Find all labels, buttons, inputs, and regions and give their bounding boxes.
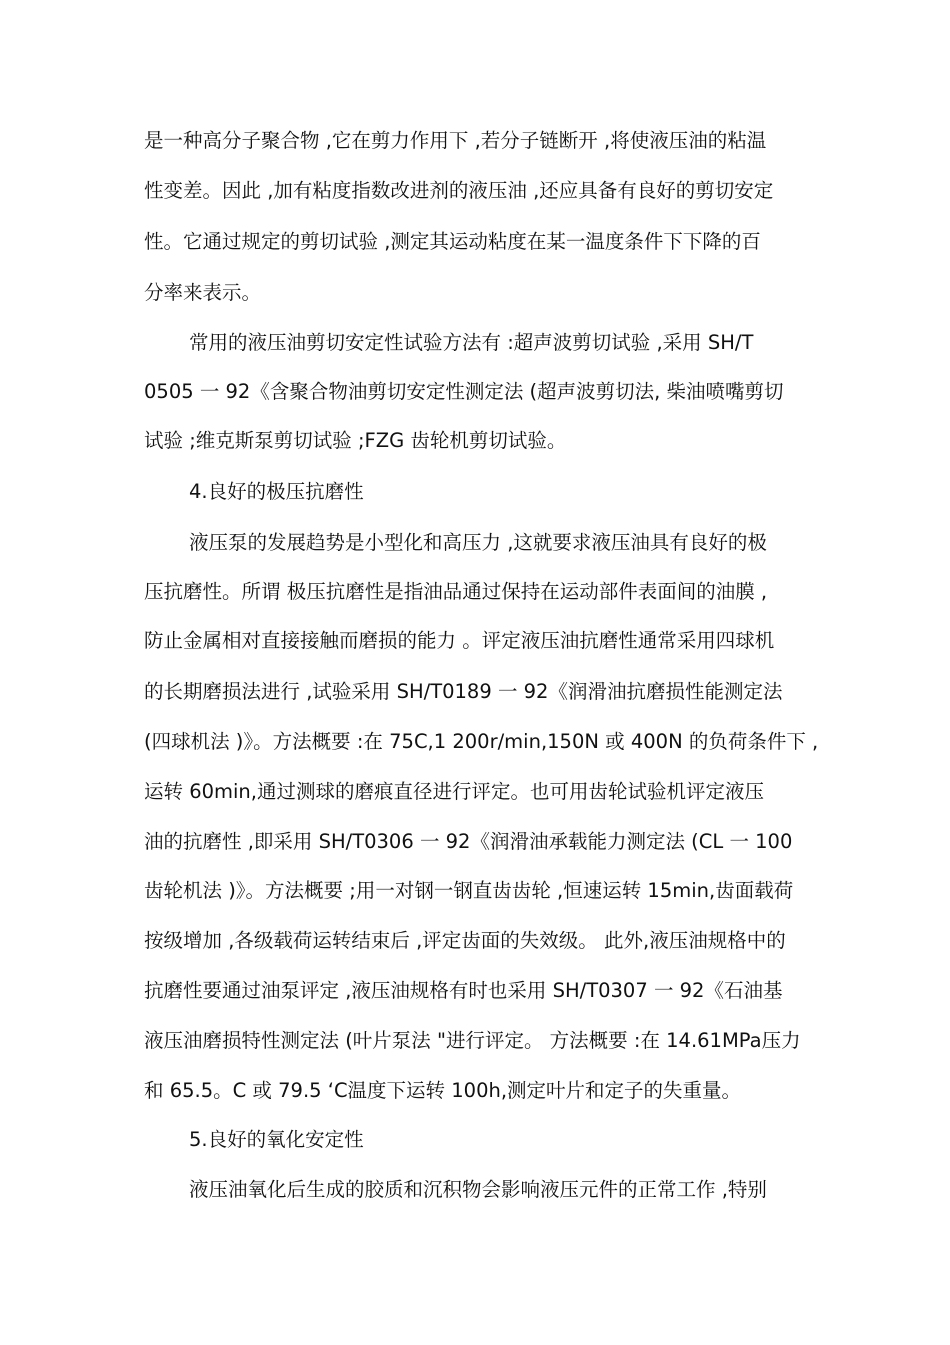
text-line-2: 性变差。因此 ,加有粘度指数改进剂的液压油 ,还应具备有良好的剪切安定: [144, 179, 774, 202]
text-line-15: 油的抗磨性 ,即采用 SH/T0306 一 92《润滑油承载能力测定法 (CL 一 100: [144, 830, 793, 853]
text-line-3: 性。它通过规定的剪切试验 ,测定其运动粘度在某一温度条件下下降的百: [144, 230, 761, 253]
section-heading-5: 5.良好的氧化安定性: [189, 1128, 364, 1151]
text-line-17: 按级增加 ,各级载荷运转结束后 ,评定齿面的失效级。 此外,液压油规格中的: [144, 929, 786, 952]
text-line-10: 压抗磨性。所谓 极压抗磨性是指油品通过保持在运动部件表面间的油膜 ,: [144, 580, 768, 603]
text-line-19: 液压油磨损特性测定法 (叶片泵法 "进行评定。 方法概要 :在 14.61MPa压力: [144, 1029, 801, 1052]
text-line-7: 试验 ;维克斯泵剪切试验 ;FZG 齿轮机剪切试验。: [144, 429, 567, 452]
text-line-12: 的长期磨损法进行 ,试验采用 SH/T0189 一 92《润滑油抗磨损性能测定法: [144, 680, 783, 703]
section-heading-4: 4.良好的极压抗磨性: [189, 480, 364, 503]
text-line-20: 和 65.5。C 或 79.5 ‘C温度下运转 100h,测定叶片和定子的失重量。: [144, 1079, 742, 1102]
text-line-6: 0505 一 92《含聚合物油剪切安定性测定法 (超声波剪切法, 柴油喷嘴剪切: [144, 380, 784, 403]
paragraph-oxidation: 液压油氧化后生成的胶质和沉积物会影响液压元件的正常工作 ,特别: [189, 1178, 767, 1201]
text-line-14: 运转 60min,通过测球的磨痕直径进行评定。也可用齿轮试验机评定液压: [144, 780, 764, 803]
paragraph-shear-methods: 常用的液压油剪切安定性试验方法有 :超声波剪切试验 ,采用 SH/T: [189, 331, 754, 354]
text-line-4: 分率来表示。: [144, 281, 262, 304]
text-line-13: (四球机法 )》。方法概要 :在 75C,1 200r/min,150N 或 400N 的负荷条件下 ,: [144, 730, 819, 753]
text-line-18: 抗磨性要通过油泵评定 ,液压油规格有时也采用 SH/T0307 一 92《石油基: [144, 979, 783, 1002]
paragraph-antiwear: 液压泵的发展趋势是小型化和高压力 ,这就要求液压油具有良好的极: [189, 531, 767, 554]
text-line-1: 是一种高分子聚合物 ,它在剪力作用下 ,若分子链断开 ,将使液压油的粘温: [144, 129, 767, 152]
text-line-16: 齿轮机法 )》。方法概要 ;用一对钢一钢直齿齿轮 ,恒速运转 15min,齿面载荷: [144, 879, 794, 902]
text-line-11: 防止金属相对直接接触而磨损的能力 。评定液压油抗磨性通常采用四球机: [144, 629, 775, 652]
